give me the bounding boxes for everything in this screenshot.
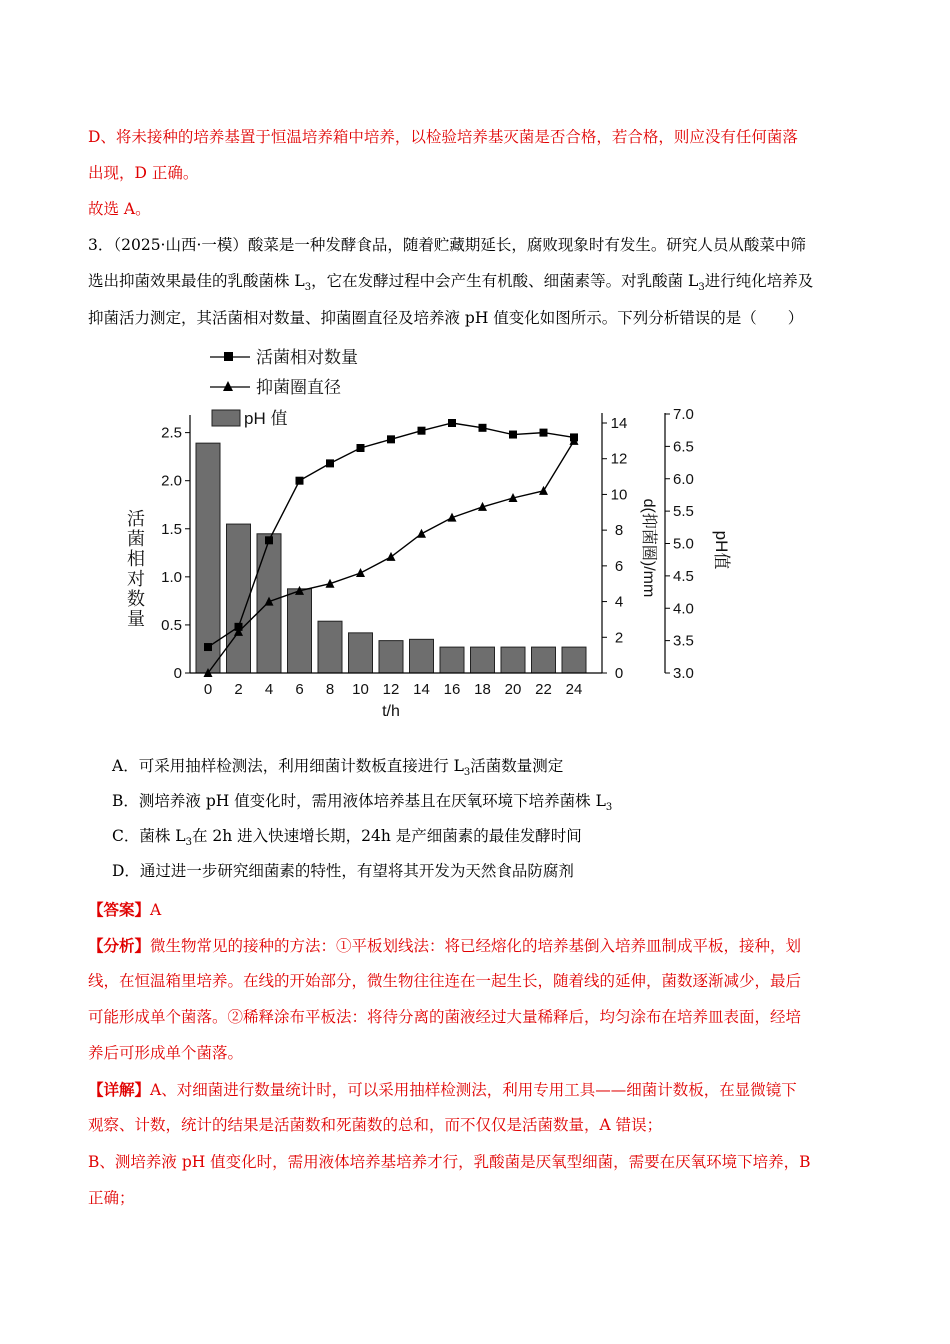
- analysis-line4: 养后可形成单个菌落。: [88, 1044, 244, 1062]
- d-tick-label: 2: [614, 629, 624, 647]
- question-3-stem-line2: 选出抑菌效果最佳的乳酸菌株 $L_3$，它在发酵过程中会产生有机酸、细菌素等。对乳酸菌 $L_3$进行纯化培养及: [88, 272, 814, 294]
- ph-bar: [349, 633, 373, 673]
- legend-label-inhibition: 抑菌圈直径: [256, 378, 341, 397]
- answer-tag: 【答案】: [88, 900, 151, 919]
- left-tick-label: 0: [173, 665, 182, 682]
- ph-bar: [379, 641, 403, 673]
- ph-bar: [471, 647, 495, 673]
- ph-bar: [440, 647, 464, 673]
- left-axis-title-char: 量: [127, 609, 145, 629]
- inhibition-point: [387, 552, 396, 561]
- analysis-tag: 【分析】: [88, 936, 151, 955]
- left-axis-title-char: 相: [127, 549, 145, 569]
- viable-point: [204, 643, 212, 651]
- legend-bar-swatch: [212, 410, 240, 426]
- d-tick-label: 10: [610, 486, 628, 504]
- detail-line2: 观察、计数，统计的结果是活菌数和死菌数的总和，而不仅仅是活菌数量，A 错误；: [88, 1116, 663, 1134]
- legend-square-marker: [224, 352, 233, 361]
- x-tick-label: 0: [203, 681, 213, 698]
- ph-tick-label: 7.0: [673, 406, 694, 423]
- ph-tick-label: 4.0: [673, 600, 694, 618]
- question-3-stem-line3: 抑菌活力测定，其活菌相对数量、抑菌圈直径及培养液 pH 值变化如图所示。下列分析错误的是（ ）: [88, 309, 804, 327]
- inhibition-point: [539, 486, 548, 495]
- ph-bar: [288, 589, 312, 673]
- d-axis-title: d(抑菌圈)/mm: [640, 498, 657, 598]
- x-tick-label: 10: [352, 681, 369, 698]
- legend-triangle-marker: [223, 381, 233, 391]
- d-tick-label: 4: [614, 593, 624, 611]
- left-tick-label: 1.5: [161, 520, 182, 538]
- legend-label-viable: 活菌相对数量: [256, 348, 358, 367]
- x-tick-label: 14: [413, 681, 430, 698]
- left-tick-label: 1.0: [161, 568, 182, 586]
- viable-point: [448, 419, 456, 427]
- option-b: B．测培养液 pH 值变化时，需用液体培养基且在厌氧环境下培养菌株 $L_3$: [112, 792, 613, 814]
- d-tick-label: 12: [610, 450, 628, 468]
- d-tick-label: 14: [610, 415, 628, 432]
- viable-point: [357, 444, 365, 452]
- question-3-stem-line1: 3．（2025·山西·一模）酸菜是一种发酵食品，随着贮藏期延长，腐败现象时有发生。研究人员从酸菜中筛: [88, 236, 806, 254]
- chart-legend: [210, 348, 358, 428]
- detail-tag: 【详解】: [88, 1080, 151, 1099]
- x-tick-label: 12: [382, 681, 400, 698]
- option-d: D．通过进一步研究细菌素的特性，有望将其开发为天然食品防腐剂: [112, 862, 574, 880]
- viable-point: [509, 431, 517, 439]
- ph-tick-label: 6.5: [673, 438, 694, 456]
- x-tick-label: 2: [234, 681, 243, 698]
- viable-point: [265, 536, 273, 544]
- x-tick-label: 4: [264, 681, 274, 698]
- d-tick-label: 0: [614, 665, 624, 682]
- ph-axis-title: pH值: [712, 530, 731, 570]
- answer-line: [88, 892, 868, 928]
- analysis-line3: 可能形成单个菌落。②稀释涂布平板法：将待分离的菌液经过大量稀释后，均匀涂布在培养皿表面，经培: [88, 1008, 802, 1026]
- ph-bar: [227, 524, 251, 673]
- viable-point: [387, 435, 395, 443]
- ph-bar: [410, 639, 434, 673]
- ph-tick-label: 6.0: [673, 470, 694, 488]
- left-tick-label: 0.5: [161, 616, 182, 634]
- figure-chart: [120, 340, 731, 730]
- analysis-line2: 线，在恒温箱里培养。在线的开始部分，微生物往往连在一起生长，随着线的延伸，菌数逐渐减少，最后: [88, 972, 802, 990]
- ph-tick-label: 5.0: [673, 535, 694, 553]
- ph-tick-label: 3.5: [673, 632, 694, 650]
- option-a: A．可采用抽样检测法，利用细菌计数板直接进行 $L_3$活菌数量测定: [112, 757, 564, 779]
- viable-point: [479, 424, 487, 432]
- left-axis-title-char: 菌: [127, 529, 145, 549]
- x-tick-label: 8: [325, 681, 335, 698]
- detail-line3: B、测培养液 pH 值变化时，需用液体培养基培养才行，乳酸菌是厌氧型细菌，需要在厌氧环境下培养，B: [88, 1153, 811, 1171]
- ph-bar: [532, 647, 556, 673]
- x-tick-label: 6: [295, 681, 304, 698]
- inhibition-point: [417, 529, 426, 538]
- option-d-explanation-line2: 出现，D 正确。: [88, 164, 199, 182]
- inhibition-point: [356, 568, 365, 577]
- x-tick-label: 24: [565, 681, 583, 698]
- option-c: C．菌株 $L_3$在 2h 进入快速增长期，24h 是产细菌素的最佳发酵时间: [112, 827, 582, 849]
- left-axis-title-char: 活: [127, 509, 145, 529]
- viable-point: [326, 459, 334, 467]
- option-d-explanation-line1: D、将未接种的培养基置于恒温培养箱中培养，以检验培养基灭菌是否合格，若合格，则应没有任何菌落: [88, 128, 798, 146]
- ph-tick-label: 5.5: [673, 503, 694, 521]
- choose-statement: 故选 A。: [88, 200, 151, 218]
- ph-bar: [196, 443, 220, 673]
- ph-bar: [562, 647, 586, 673]
- detail-line1: 【详解】A、对细菌进行数量统计时，可以采用抽样检测法，利用专用工具——细菌计数板，在显微镜下: [88, 1080, 797, 1099]
- left-tick-label: 2.5: [161, 424, 182, 442]
- left-axis-title-char: 数: [127, 589, 145, 609]
- answer-text: A: [150, 901, 162, 919]
- x-axis-title: t/h: [382, 703, 400, 720]
- legend-label-ph: pH 值: [244, 409, 288, 428]
- viable-point: [418, 427, 426, 435]
- left-tick-label: 2.0: [161, 472, 182, 490]
- x-tick-label: 16: [443, 681, 461, 698]
- analysis-line1: 【分析】微生物常见的接种的方法：①平板划线法：将已经熔化的培养基倒入培养皿制成平板，接种，划: [88, 936, 802, 955]
- d-tick-label: 6: [614, 557, 624, 575]
- ph-bar: [318, 621, 342, 673]
- x-tick-label: 18: [474, 681, 491, 698]
- x-tick-label: 20: [504, 681, 522, 698]
- detail-line4: 正确；: [88, 1189, 135, 1207]
- d-tick-label: 8: [614, 522, 624, 540]
- viable-point: [296, 477, 304, 485]
- ph-bar: [501, 647, 525, 673]
- ph-tick-label: 4.5: [673, 567, 694, 585]
- ph-tick-label: 3.0: [673, 665, 694, 682]
- viable-point: [540, 429, 548, 437]
- x-tick-label: 22: [535, 681, 552, 698]
- left-axis-title-char: 对: [127, 569, 145, 589]
